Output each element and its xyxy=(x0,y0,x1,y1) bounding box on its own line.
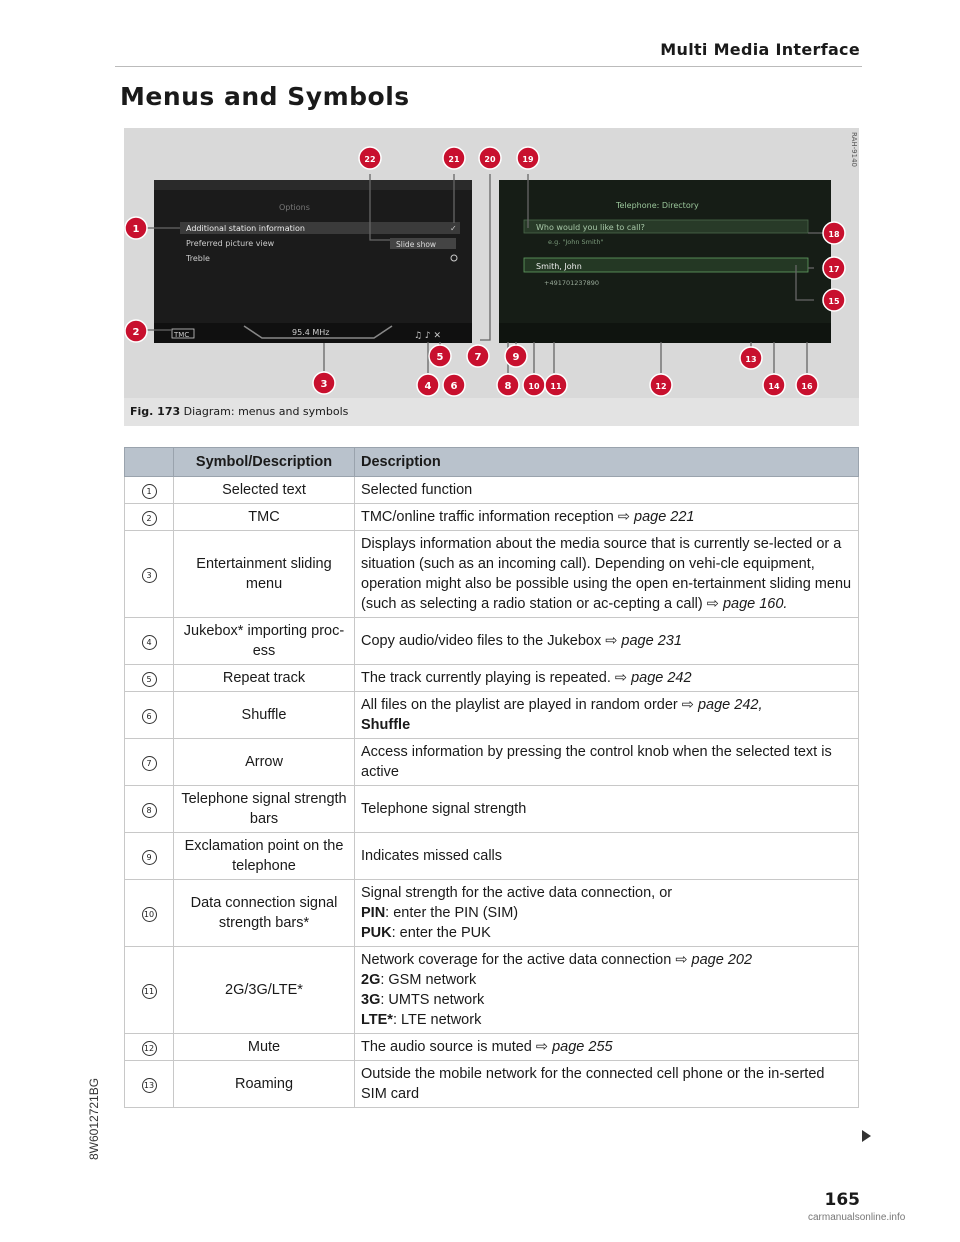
row-symbol: Entertainment sliding menu xyxy=(174,531,355,618)
row-number: 7 xyxy=(125,739,174,786)
col-symbol: Symbol/Description xyxy=(174,448,355,477)
page-ref: page 255 xyxy=(552,1039,613,1055)
menu-item-2: Treble xyxy=(186,254,210,263)
table-header-row xyxy=(125,448,859,477)
row-number: 12 xyxy=(125,1034,174,1061)
row-symbol: Mute xyxy=(174,1034,355,1061)
svg-text:7: 7 xyxy=(474,352,482,363)
page-ref: page 231 xyxy=(621,633,682,649)
table-row xyxy=(125,665,859,692)
radio-frequency: 95.4 MHz xyxy=(292,328,330,337)
row-symbol: Exclamation point on the telephone xyxy=(174,833,355,880)
row-number: 1 xyxy=(125,477,174,504)
svg-text:10: 10 xyxy=(528,382,540,391)
menu-item-0: Additional station information xyxy=(186,224,305,233)
figure-diagram xyxy=(124,128,859,398)
row-number: 5 xyxy=(125,665,174,692)
row-description: Telephone signal strength xyxy=(355,786,859,833)
phone-example: e.g. "John Smith" xyxy=(548,238,604,246)
table-row xyxy=(125,531,859,618)
row-number: 9 xyxy=(125,833,174,880)
svg-text:16: 16 xyxy=(801,382,813,391)
row-description: Signal strength for the active data connection, or PIN: enter the PIN (SIM) PUK: enter the PUK xyxy=(355,880,859,947)
row-description: Selected function xyxy=(355,477,859,504)
phone-contact: Smith, John xyxy=(536,262,582,271)
svg-text:6: 6 xyxy=(450,381,458,392)
svg-text:2: 2 xyxy=(132,327,140,338)
col-description: Description xyxy=(355,448,859,477)
slide-show-label: Slide show xyxy=(396,240,437,249)
side-code-text: 8W6012721BG xyxy=(87,1077,101,1160)
svg-text:13: 13 xyxy=(745,355,757,364)
svg-text:8: 8 xyxy=(504,381,512,392)
row-number: 8 xyxy=(125,786,174,833)
table-row xyxy=(125,692,859,739)
svg-text:1: 1 xyxy=(132,224,140,235)
table-row xyxy=(125,833,859,880)
table-row xyxy=(125,786,859,833)
svg-text:5: 5 xyxy=(436,352,444,363)
figure-caption xyxy=(124,398,859,426)
continue-arrow-icon xyxy=(862,1130,871,1142)
page-ref: page 242 xyxy=(631,670,692,686)
svg-text:18: 18 xyxy=(828,230,840,239)
row-symbol: Telephone signal strength bars xyxy=(174,786,355,833)
row-description: Access information by pressing the control knob when the selected text is active xyxy=(355,739,859,786)
row-number: 10 xyxy=(125,880,174,947)
svg-text:19: 19 xyxy=(522,155,534,164)
svg-text:9: 9 xyxy=(512,352,520,363)
row-symbol: Arrow xyxy=(174,739,355,786)
page-ref: page 160. xyxy=(722,596,788,612)
row-symbol: Data connection signal strength bars* xyxy=(174,880,355,947)
row-description: The track currently playing is repeated. ⇨ page 242 xyxy=(355,665,859,692)
table-row xyxy=(125,504,859,531)
row-symbol: Roaming xyxy=(174,1061,355,1108)
menu-item-1: Preferred picture view xyxy=(186,239,275,248)
svg-text:20: 20 xyxy=(484,155,496,164)
side-code xyxy=(84,1010,104,1160)
symbols-table xyxy=(124,447,859,1108)
phone-number: +491701237890 xyxy=(544,279,600,287)
phone-title: Telephone: Directory xyxy=(616,201,699,210)
page-title: Menus and Symbols xyxy=(120,82,410,111)
row-symbol: 2G/3G/LTE* xyxy=(174,947,355,1034)
table-row xyxy=(125,880,859,947)
row-number: 13 xyxy=(125,1061,174,1108)
table-row xyxy=(125,1034,859,1061)
row-number: 3 xyxy=(125,531,174,618)
diagram-svg xyxy=(124,128,859,398)
phone-prompt: Who would you like to call? xyxy=(536,223,645,232)
row-description: Outside the mobile network for the connected cell phone or the in-serted SIM card xyxy=(355,1061,859,1108)
row-symbol: Repeat track xyxy=(174,665,355,692)
svg-text:12: 12 xyxy=(655,382,667,391)
row-description: The audio source is muted ⇨ page 255 xyxy=(355,1034,859,1061)
row-number: 11 xyxy=(125,947,174,1034)
row-number: 2 xyxy=(125,504,174,531)
page-ref: page 242, xyxy=(697,697,763,713)
row-number: 4 xyxy=(125,618,174,665)
options-title: Options xyxy=(279,203,310,212)
svg-text:11: 11 xyxy=(550,382,562,391)
table-row xyxy=(125,618,859,665)
table-row xyxy=(125,739,859,786)
figure-ref: RAH-9140 xyxy=(850,132,858,167)
row-description: All files on the playlist are played in random order ⇨ page 242, Shuffle xyxy=(355,692,859,739)
svg-text:✓: ✓ xyxy=(450,224,457,233)
page-ref: page 202 xyxy=(691,952,753,968)
caption-label: Fig. 173 xyxy=(130,405,181,418)
row-number: 6 xyxy=(125,692,174,739)
caption-text: Diagram: menus and symbols xyxy=(183,405,349,418)
row-description: TMC/online traffic information reception ⇨ page 221 xyxy=(355,504,859,531)
svg-text:21: 21 xyxy=(448,155,460,164)
section-header: Multi Media Interface xyxy=(660,40,860,59)
row-symbol: TMC xyxy=(174,504,355,531)
row-bold: Shuffle xyxy=(361,717,411,733)
row-description: Displays information about the media source that is currently se-lected or a situation (such as an incoming call). Depending on vehi-cle equipment, operation might also be possible using the open en-tertainment sliding menu (such as selecting a radio station or ac-cepting a call) ⇨ page 160. xyxy=(355,531,859,618)
row-description: Indicates missed calls xyxy=(355,833,859,880)
svg-text:22: 22 xyxy=(364,155,376,164)
row-description: Network coverage for the active data connection ⇨ page 202 2G: GSM network 3G: UMTS network LTE*: LTE network xyxy=(355,947,859,1034)
row-symbol: Jukebox* importing proc-ess xyxy=(174,618,355,665)
row-description: Copy audio/video files to the Jukebox ⇨ page 231 xyxy=(355,618,859,665)
table-row xyxy=(125,1061,859,1108)
table-row xyxy=(125,477,859,504)
row-symbol: Selected text xyxy=(174,477,355,504)
svg-text:3: 3 xyxy=(320,379,328,390)
watermark: carmanualsonline.info xyxy=(808,1212,906,1223)
tmc-label: TMC xyxy=(174,331,190,339)
page-number: 165 xyxy=(824,1190,860,1210)
table-row xyxy=(125,947,859,1034)
svg-text:17: 17 xyxy=(828,265,840,274)
svg-text:♫ ♪ ✕: ♫ ♪ ✕ xyxy=(414,331,442,341)
svg-text:4: 4 xyxy=(424,381,432,392)
header-rule xyxy=(115,66,862,67)
row-symbol: Shuffle xyxy=(174,692,355,739)
svg-text:15: 15 xyxy=(828,297,840,306)
page-ref: page 221 xyxy=(634,509,695,525)
svg-text:14: 14 xyxy=(768,382,780,391)
